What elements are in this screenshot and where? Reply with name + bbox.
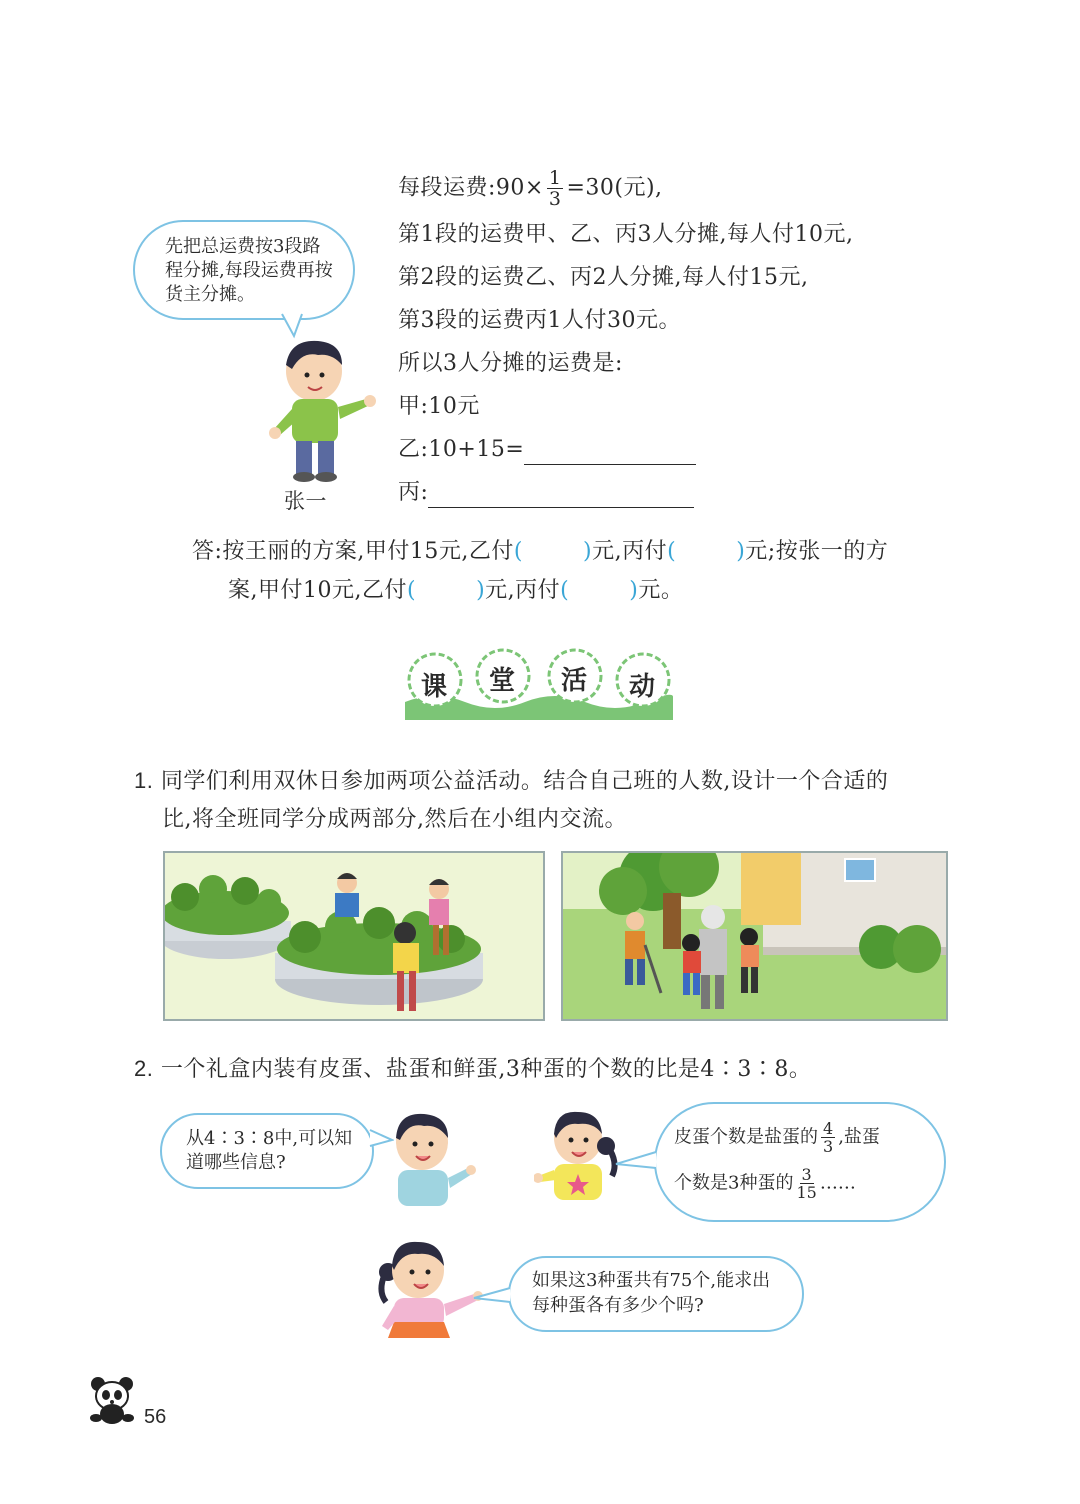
paren-open: ( — [406, 578, 417, 603]
paren-open: ( — [513, 539, 523, 564]
fraction — [547, 168, 564, 209]
solution-line-1 — [398, 168, 663, 209]
bubble-text: …… — [819, 1172, 856, 1194]
girl-2-illustration — [374, 1236, 484, 1344]
fraction-numerator: 4 — [823, 1119, 834, 1138]
speech-bubble-boy — [160, 1113, 374, 1189]
paren-close: ) — [736, 539, 746, 564]
solution-line-2: 第1段的运费甲、乙、丙3人分摊,每人付10元, — [398, 222, 854, 247]
bubble-line-1 — [674, 1120, 880, 1155]
fraction-denominator: 15 — [796, 1183, 817, 1202]
activity-title-banner — [405, 646, 673, 720]
answer-line-2 — [228, 576, 683, 606]
solution-line-5: 所以3人分摊的运费是: — [398, 351, 623, 376]
answer-text: 案,甲付10元,乙付 — [228, 578, 407, 603]
solution-text: 丙: — [398, 480, 429, 505]
title-char: 课 — [421, 672, 448, 702]
answer-text: 元,丙付 — [592, 539, 668, 564]
answer-text: 答:按王丽的方案,甲付15元,乙付 — [192, 539, 514, 564]
solution-line-6: 甲:10元 — [398, 394, 480, 419]
question-text: 一个礼盒内装有皮蛋、盐蛋和鲜蛋,3种蛋的个数的比是4∶3∶8。 — [160, 1057, 812, 1082]
tree-planting-picture — [561, 851, 948, 1021]
title-char: 动 — [629, 672, 656, 702]
paren-open: ( — [560, 578, 570, 603]
question-2 — [134, 1054, 811, 1085]
solution-text: 每段运费:90× — [398, 175, 544, 201]
tree-planting-scene — [563, 853, 946, 1019]
solution-line-3: 第2段的运费乙、丙2人分摊,每人付15元, — [398, 265, 809, 290]
boy-zhang-yi-illustration — [262, 335, 382, 485]
bubble-text: 个数是3种蛋的 — [674, 1172, 794, 1194]
solution-line-8 — [398, 478, 694, 508]
fraction — [796, 1166, 816, 1201]
panda-icon — [86, 1374, 138, 1426]
solution-line-7 — [398, 435, 696, 465]
answer-text: 元;按张一的方 — [745, 539, 889, 564]
speech-bubble-zhang — [133, 220, 355, 320]
question-number: 2. — [134, 1056, 154, 1081]
bubble-text: 从4∶3∶8中,可以知道哪些信息? — [186, 1128, 353, 1173]
solution-text: =30(元), — [566, 175, 663, 201]
fill-in-blank[interactable] — [524, 442, 696, 465]
bubble-text: 先把总运费按3段路程分摊,每段运费再按货主分摊。 — [165, 236, 333, 305]
question-number: 1. — [134, 768, 154, 793]
paren-close: ) — [583, 539, 593, 564]
question-1-line-1 — [134, 766, 888, 797]
bubble-tail — [614, 1150, 658, 1172]
girl-illustration — [534, 1104, 620, 1204]
page-number: 56 — [144, 1406, 167, 1428]
bubble-tail — [472, 1286, 512, 1306]
answer-text: 元。 — [638, 578, 684, 603]
fraction — [821, 1120, 835, 1155]
question-1-line-2: 比,将全班同学分成两部分,然后在小组内交流。 — [162, 807, 627, 832]
solution-line-4: 第3段的运费丙1人付30元。 — [398, 308, 681, 333]
paren-close: ) — [476, 578, 486, 603]
fraction-numerator: 1 — [548, 167, 562, 189]
gardening-scene — [165, 853, 543, 1019]
zhang-yi-name: 张一 — [284, 489, 327, 513]
solution-text: 乙:10+15= — [398, 437, 525, 462]
gardening-picture — [163, 851, 545, 1021]
fraction-numerator: 3 — [801, 1165, 812, 1184]
boy-illustration — [382, 1108, 478, 1208]
question-text: 同学们利用双休日参加两项公益活动。结合自己班的人数,设计一个合适的 — [160, 769, 889, 794]
speech-bubble-girl-1 — [654, 1102, 946, 1222]
fraction-denominator: 3 — [548, 188, 562, 210]
bubble-text: 皮蛋个数是盐蛋的 — [674, 1126, 818, 1148]
bubble-text: 如果这3种蛋共有75个,能求出每种蛋各有多少个吗? — [532, 1270, 771, 1316]
paren-close: ) — [629, 578, 639, 603]
title-char: 堂 — [489, 666, 516, 696]
fraction-denominator: 3 — [823, 1137, 834, 1156]
answer-line-1 — [192, 537, 888, 567]
answer-text: 元,丙付 — [485, 578, 561, 603]
bubble-text: ,盐蛋 — [838, 1126, 880, 1148]
fill-in-blank[interactable] — [428, 485, 694, 508]
bubble-line-2 — [674, 1166, 856, 1201]
paren-open: ( — [667, 539, 677, 564]
speech-bubble-girl-2 — [508, 1256, 804, 1332]
title-char: 活 — [561, 666, 588, 696]
